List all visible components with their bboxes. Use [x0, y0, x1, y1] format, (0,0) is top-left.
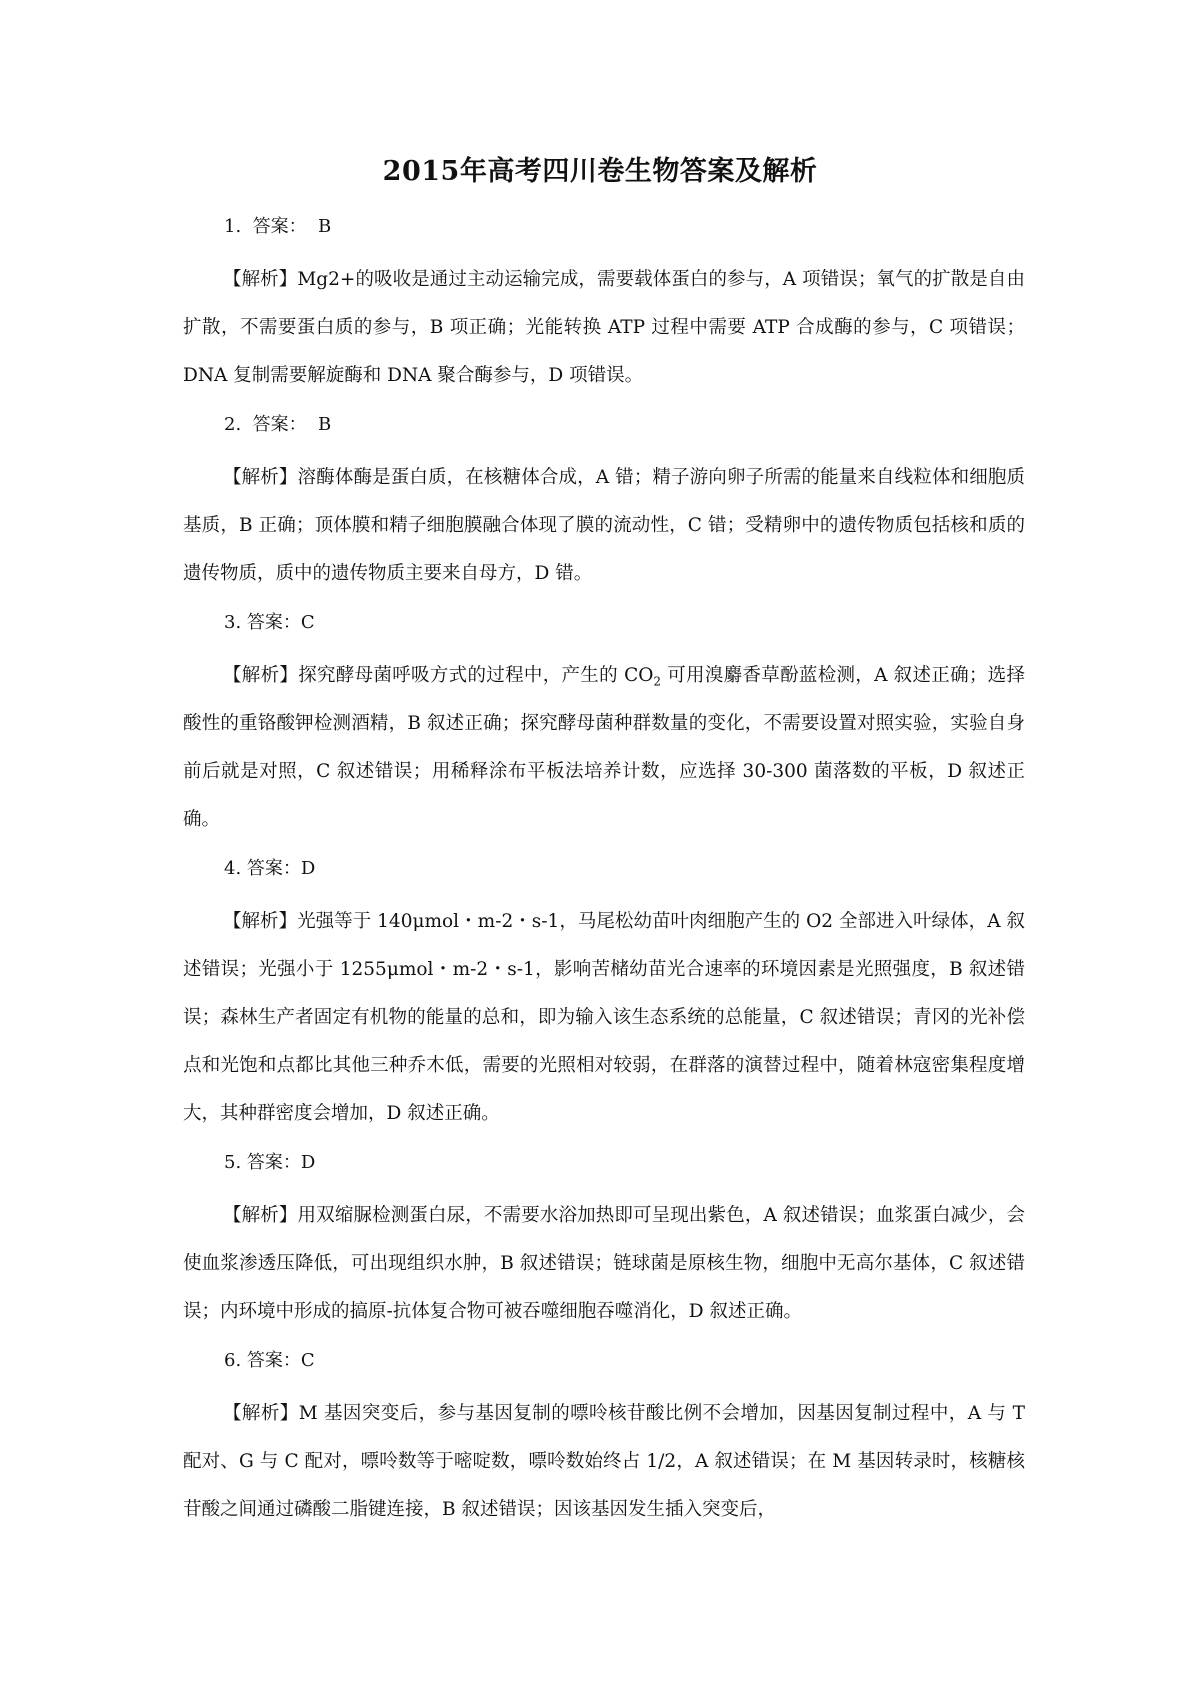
answer-4: 4. 答案：D [224, 858, 316, 879]
answer-3: 3. 答案：C [224, 612, 315, 633]
analysis-4: 【解析】光强等于 140μmol・m-2・s-1，马尾松幼苗叶肉细胞产生的 O2 全部进入叶绿体，A 叙述错误；光强小于 1255μmol・m-2・s-1，影响苦槠幼苗光合速率的环境因素是光照强度，B 叙述错误；森林生产者固定有机物的能量的总和，即为输入该生态系统的总能量，C 叙述错误；青冈的光补偿点和光饱和点都比其他三种乔木低，需要的光照相对较弱，在群落的演替过程中，随着林寇密集程度增大，其种群密度会增加，D 叙述正确。 [183, 911, 1025, 1124]
answer-list [183, 212, 1025, 1544]
answer-2: 2. 答案： B [224, 414, 332, 435]
page-title: 2015年高考四川卷生物答案及解析 [382, 156, 818, 187]
analysis-3 [183, 652, 1025, 844]
analysis-3-part-2: 可用溴麝香草酚蓝检测，A 叙述正确；选择酸性的重铬酸钾检测酒精，B 叙述正确；探究酵母菌种群数量的变化，不需要设置对照实验，实验自身前后就是对照，C 叙述错误；用稀释涂布平板法培养计数，应选择 30-300 菌落数的平板，D 叙述正确。 [183, 665, 1025, 830]
analysis-3-part-1: 【解析】探究酵母菌呼吸方式的过程中，产生的 CO [223, 665, 654, 686]
analysis-5: 【解析】用双缩脲检测蛋白尿，不需要水浴加热即可呈现出紫色，A 叙述错误；血浆蛋白减少，会使血浆渗透压降低，可出现组织水肿，B 叙述错误；链球菌是原核生物，细胞中无高尔基体，C 叙述错误；内环境中形成的搞原-抗体复合物可被吞噬细胞吞噬消化，D 叙述正确。 [183, 1205, 1025, 1322]
analysis-2: 【解析】溶酶体酶是蛋白质，在核糖体合成，A 错；精子游向卵子所需的能量来自线粒体和细胞质基质，B 正确；顶体膜和精子细胞膜融合体现了膜的流动性，C 错；受精卵中的遗传物质包括核和质的遗传物质，质中的遗传物质主要来自母方，D 错。 [183, 467, 1025, 584]
analysis-6: 【解析】M 基因突变后，参与基因复制的嘌呤核苷酸比例不会增加，因基因复制过程中，A 与 T 配对、G 与 C 配对，嘌呤数等于嘧啶数，嘌呤数始终占 1/2，A 叙述错误；在 M 基因转录时，核糖核苷酸之间通过磷酸二脂键连接，B 叙述错误；因该基因发生插入突变后， [183, 1403, 1025, 1520]
co2-subscript: 2 [653, 674, 662, 689]
answer-6: 6. 答案：C [224, 1350, 315, 1371]
answer-5: 5. 答案：D [224, 1152, 316, 1173]
answer-1: 1. 答案： B [224, 216, 332, 237]
analysis-1: 【解析】Mg2+的吸收是通过主动运输完成，需要载体蛋白的参与，A 项错误；氧气的扩散是自由扩散，不需要蛋白质的参与，B 项正确；光能转换 ATP 过程中需要 ATP 合成酶的参与，C 项错误；DNA 复制需要解旋酶和 DNA 聚合酶参与，D 项错误。 [183, 269, 1025, 386]
